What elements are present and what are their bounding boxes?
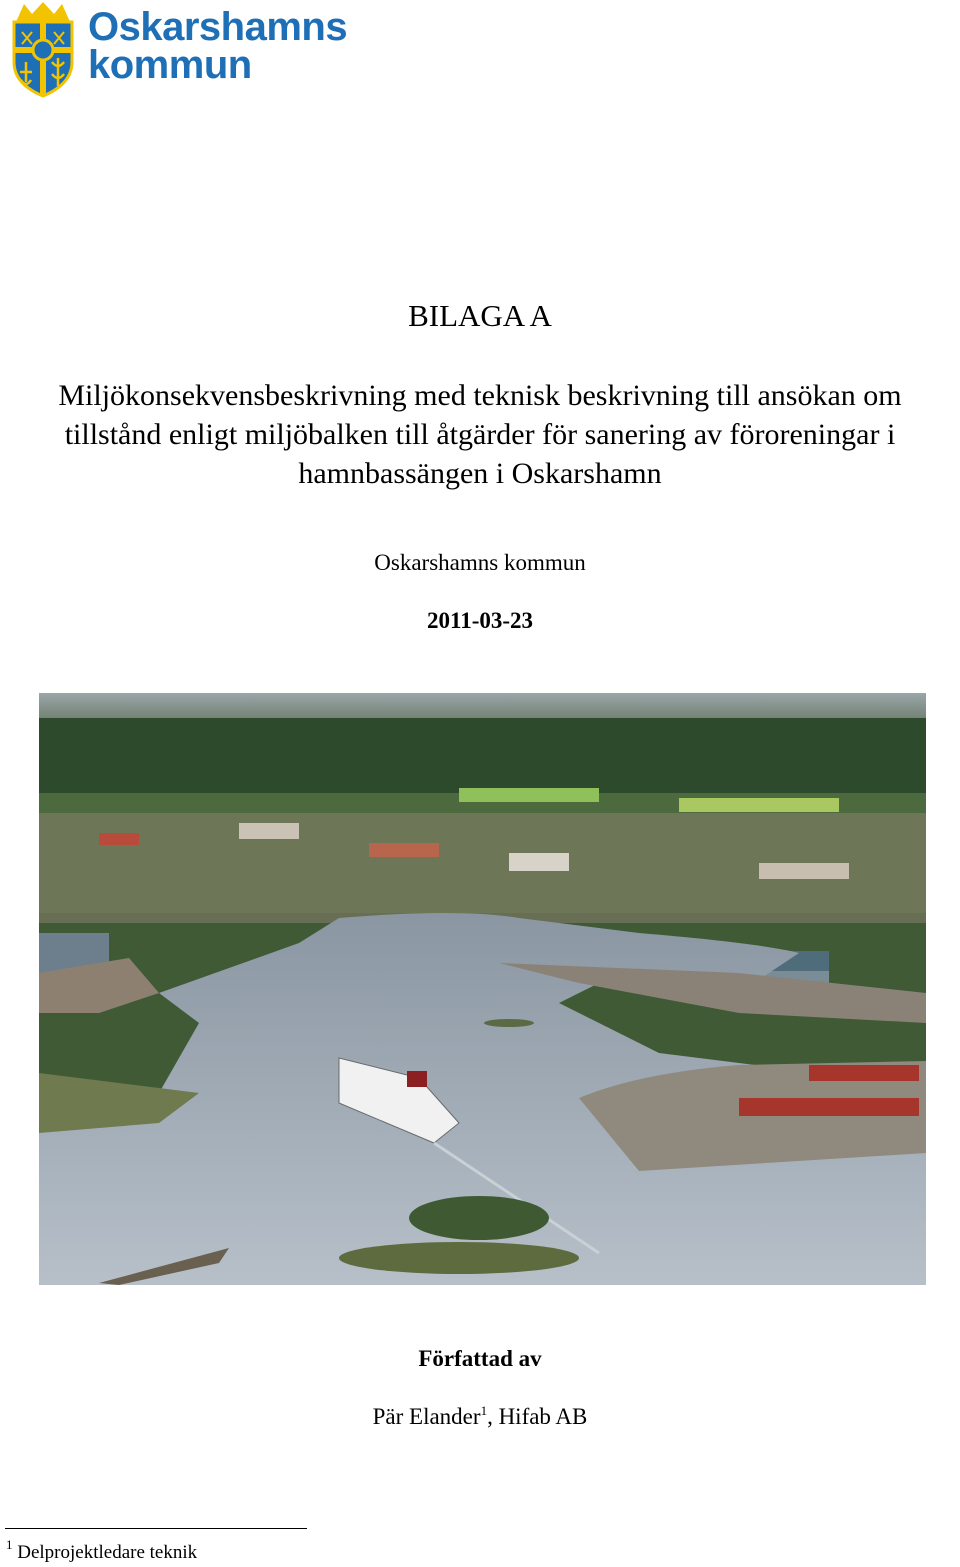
- title-line: hamnbassängen i Oskarshamn: [298, 457, 662, 490]
- document-date: 2011-03-23: [426, 608, 534, 633]
- document-title: [0, 376, 960, 493]
- title-line: Miljökonsekvensbeskrivning med teknisk beskrivning till ansökan om: [58, 379, 902, 412]
- footnote-divider: [5, 1528, 307, 1529]
- logo-line-2: kommun: [88, 43, 252, 87]
- logo-line-1: Oskarshamns: [88, 5, 348, 49]
- author-affiliation: , Hifab AB: [487, 1404, 588, 1429]
- coat-of-arms-icon: [8, 0, 78, 98]
- authored-by-label: Författad av: [418, 1346, 542, 1371]
- footnote-marker: 1: [6, 1537, 13, 1552]
- organization-name: Oskarshamns kommun: [374, 550, 586, 575]
- footnote-text: Delprojektledare teknik: [17, 1542, 198, 1563]
- aerial-harbour-photo: [39, 693, 926, 1285]
- author-name: Pär Elander: [372, 1404, 481, 1429]
- author-line: [0, 1402, 960, 1432]
- title-line: tillstånd enligt miljöbalken till åtgärder för sanering av föroreningar i: [64, 418, 896, 451]
- appendix-heading: BILAGA A: [408, 298, 552, 333]
- author-footnote-marker: 1: [480, 1403, 488, 1418]
- logo-wordmark: [88, 5, 348, 87]
- footnote: [6, 1537, 198, 1565]
